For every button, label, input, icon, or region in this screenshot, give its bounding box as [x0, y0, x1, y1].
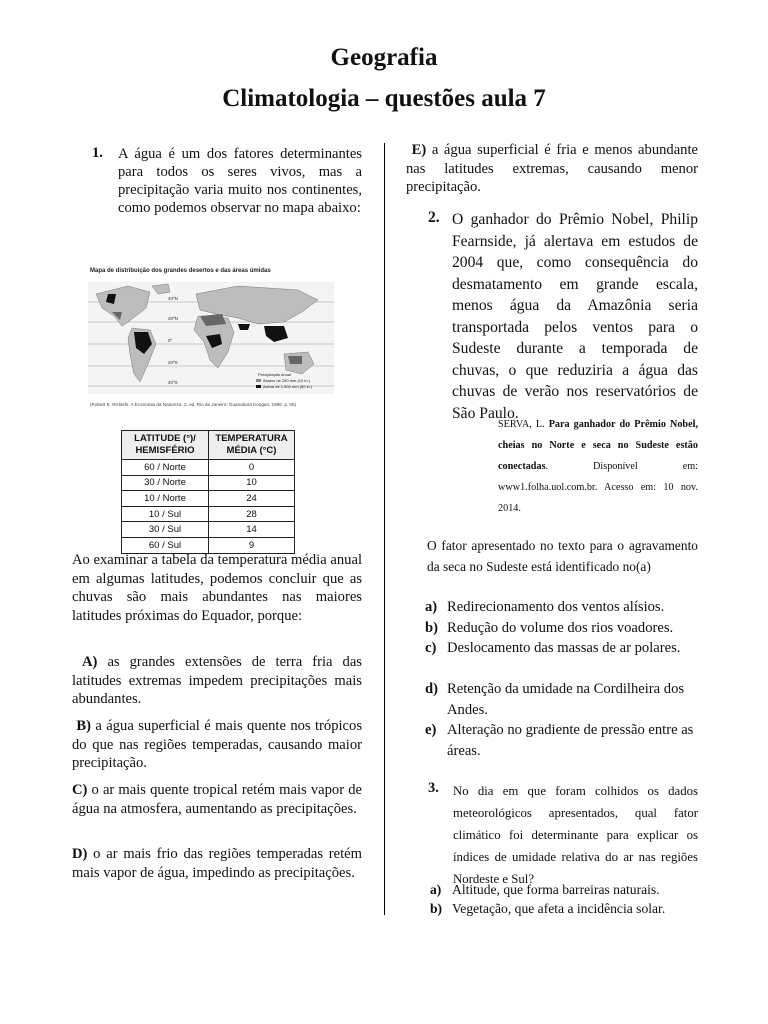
table-header-latitude: LATITUDE (°)/ HEMISFÉRIO	[122, 431, 209, 460]
option-text: Alteração no gradiente de pressão entre as áreas.	[447, 722, 694, 759]
q2-option-c[interactable]	[425, 638, 699, 659]
option-letter: b)	[425, 620, 438, 636]
q1-option-a[interactable]	[72, 653, 362, 709]
question-1-intro: A água é um dos fatores determinantes para todos os seres vivos, mas a precipitação varia muito nos continentes, como podemos observar no mapa abaixo:	[118, 146, 362, 216]
question-2-text: O ganhador do Prêmio Nobel, Philip Fearnside, já alertava em estudos de 2004 que, como consequência do desmatamento em grande escala, menos água da Amazônia seria transportada pelos ventos para o Sudeste durante a temporada de chuvas, o que reduziria a água das chuvas de verão nos reservatórios de São Paulo.	[452, 211, 698, 422]
option-text: Redução do volume dos rios voadores.	[447, 620, 674, 636]
question-3-text: No dia em que foram colhidos os dados meteorológicos apresentados, qual fator climático foi determinante para explicar os índices de umidade relativa do ar nas regiões Nordeste e Sul?	[453, 784, 698, 886]
citation-title: Para ganhador do Prêmio Nobel, cheias no Norte e seca no Sudeste estão conectadas	[498, 419, 698, 472]
citation-rest: . Disponível em: www1.folha.uol.com.br. Acesso em: 10 nov. 2014.	[498, 461, 698, 514]
option-text: o ar mais quente tropical retém mais vapor de água na atmosfera, aumentando as precipitações.	[72, 782, 362, 817]
table-cell: 30 / Norte	[122, 475, 209, 491]
table-row	[122, 506, 295, 522]
lat-label-20s: 20ºS	[168, 360, 178, 365]
option-text: Redirecionamento dos ventos alísios.	[447, 599, 665, 615]
table-cell: 28	[209, 506, 295, 522]
lat-label-20n: 20ºN	[168, 316, 178, 321]
table-row	[122, 491, 295, 507]
q3-option-a[interactable]	[430, 880, 660, 899]
option-letter: a)	[425, 599, 438, 615]
table-cell: 60 / Sul	[122, 537, 209, 553]
question-2-number: 2.	[428, 209, 440, 226]
table-cell: 14	[209, 522, 295, 538]
table-cell: 10 / Sul	[122, 506, 209, 522]
q1-option-e[interactable]	[406, 141, 698, 197]
q1-option-c[interactable]	[72, 781, 362, 818]
table-cell: 10 / Norte	[122, 491, 209, 507]
option-letter: e)	[425, 722, 437, 738]
option-text: Vegetação, que afeta a incidência solar.	[452, 901, 666, 916]
citation	[498, 414, 698, 519]
option-text: as grandes extensões de terra fria das latitudes extremas impedem precipitações mais abundantes.	[72, 654, 362, 707]
option-letter: d)	[425, 681, 438, 697]
option-letter: D)	[72, 846, 88, 862]
question-2-prompt: O fator apresentado no texto para o agravamento da seca no Sudeste está identificado no(a)	[427, 538, 698, 574]
page-title: Geografia	[330, 44, 438, 71]
legend-item-wet: Acima de 1.500 mm (60 in.)	[263, 384, 313, 389]
q2-option-e[interactable]	[425, 720, 699, 761]
lat-label-40s: 40ºS	[168, 380, 178, 385]
q2-option-a[interactable]	[425, 597, 699, 618]
table-cell: 60 / Norte	[122, 460, 209, 476]
option-letter: a)	[430, 882, 442, 897]
question-1-number: 1.	[92, 145, 103, 161]
page-subtitle: Climatologia – questões aula 7	[222, 85, 546, 112]
question-1-prompt: Ao examinar a tabela da temperatura média anual em algumas latitudes, podemos concluir que as chuvas são mais abundantes nas maiores latitudes próximas do Equador, porque:	[72, 552, 362, 624]
option-text: Deslocamento das massas de ar polares.	[447, 640, 681, 656]
table-cell: 0	[209, 460, 295, 476]
option-text: a água superficial é fria e menos abundante nas latitudes extremas, causando menor precipitação.	[406, 142, 699, 195]
map-source: (Robert E. Ricklefs. A Economia da Natureza. 3. ed. Rio de Janeiro: Guanabara Koogan, 1996. p. 55)	[90, 402, 297, 407]
option-letter: E)	[411, 142, 427, 158]
map-title: Mapa de distribuição dos grandes desertos e das áreas úmidas	[90, 268, 271, 274]
q2-option-b[interactable]	[425, 618, 699, 639]
question-3-number: 3.	[428, 780, 439, 796]
q1-option-d[interactable]	[72, 845, 362, 882]
option-text: Retenção da umidade na Cordilheira dos Andes.	[447, 681, 685, 718]
option-letter: c)	[425, 640, 437, 656]
precipitation-world-map	[88, 264, 334, 416]
option-letter: A)	[82, 654, 98, 670]
q3-option-b[interactable]	[430, 899, 665, 918]
table-row	[122, 522, 295, 538]
q1-option-b[interactable]	[72, 717, 362, 773]
option-letter: b)	[430, 901, 443, 916]
option-letter: B)	[76, 718, 91, 734]
lat-label-40n: 40ºN	[168, 296, 178, 301]
legend-item-dry: Abaixo de 250 mm (10 in.)	[263, 378, 310, 383]
table-cell: 30 / Sul	[122, 522, 209, 538]
q2-option-d[interactable]	[425, 679, 699, 720]
option-letter: C)	[72, 782, 88, 798]
legend-title: Precipitação anual	[258, 372, 291, 377]
column-divider	[384, 143, 385, 915]
lat-label-0: 0º	[168, 338, 173, 343]
table-header-temperature: TEMPERATURA MÉDIA (°C)	[209, 431, 295, 460]
table-cell: 9	[209, 537, 295, 553]
option-text: o ar mais frio das regiões temperadas retém mais vapor de água, impedindo as precipitações.	[72, 846, 362, 881]
map-graphic	[88, 264, 334, 416]
citation-author: SERVA, L.	[498, 419, 545, 430]
temperature-table	[121, 430, 295, 554]
table-cell: 24	[209, 491, 295, 507]
table-cell: 10	[209, 475, 295, 491]
option-text: Altitude, que forma barreiras naturais.	[452, 882, 660, 897]
table-row	[122, 475, 295, 491]
option-text: a água superficial é mais quente nos trópicos do que nas regiões temperadas, causando maior precipitação.	[72, 718, 363, 771]
table-row	[122, 460, 295, 476]
